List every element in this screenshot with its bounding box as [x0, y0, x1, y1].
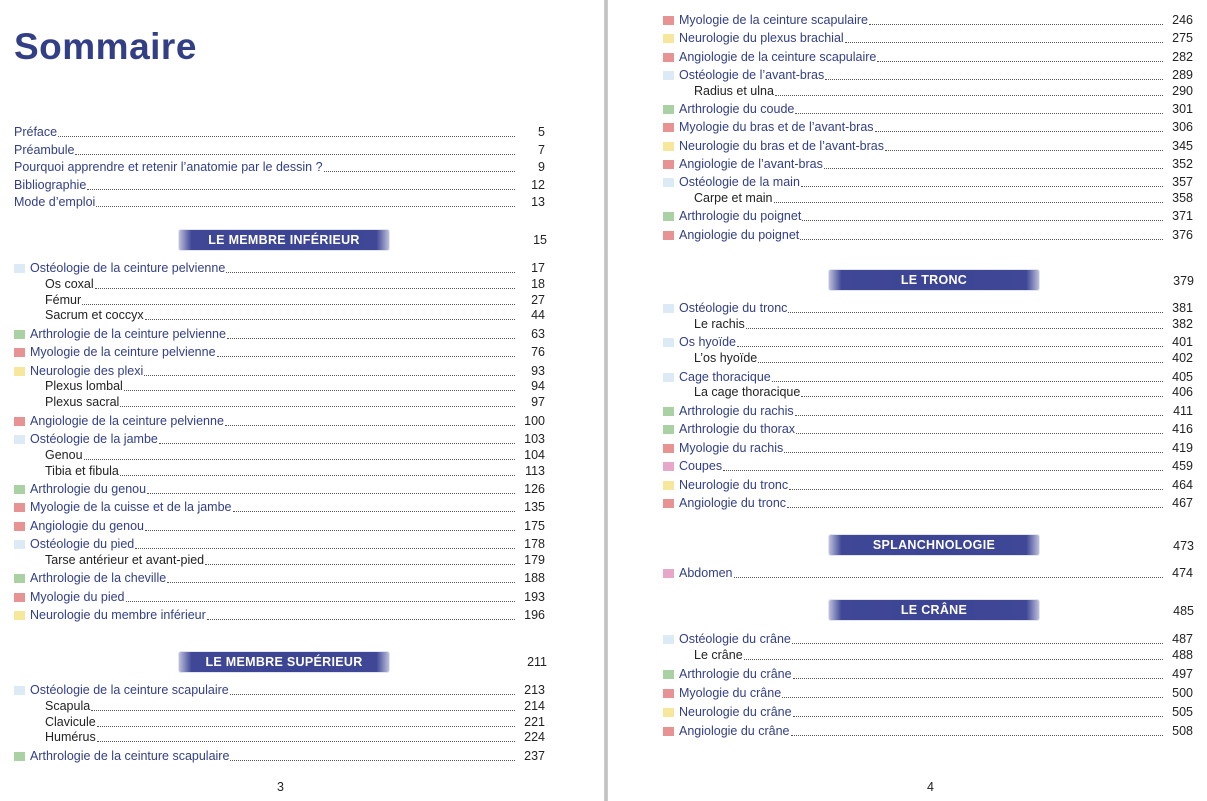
toc-entry[interactable] — [663, 401, 1193, 419]
dot-leader — [120, 406, 515, 407]
toc-page-number: 411 — [1173, 403, 1193, 418]
section-title: SPLANCHNOLOGIE — [872, 538, 996, 552]
dot-leader — [147, 493, 515, 494]
page-number: 4 — [927, 780, 934, 794]
dot-leader — [845, 42, 1163, 43]
toc-page-number: 63 — [531, 326, 545, 341]
toc-page-number: 188 — [524, 571, 545, 586]
toc-entry[interactable] — [14, 605, 545, 623]
arthrologie-color-marker — [14, 330, 25, 339]
toc-entry[interactable] — [14, 175, 545, 193]
myologie-color-marker — [663, 689, 674, 698]
toc-subentry[interactable] — [694, 81, 1193, 99]
toc-entry-label: Neurologie des plexi — [30, 363, 144, 378]
toc-entry[interactable] — [14, 140, 545, 158]
toc-page-number: 179 — [524, 553, 545, 567]
toc-page-number: 306 — [1172, 120, 1193, 135]
angiologie-color-marker — [663, 53, 674, 62]
toc-entry[interactable] — [663, 493, 1193, 511]
section-title: LE TRONC — [900, 273, 968, 287]
dot-leader — [723, 470, 1163, 471]
section-header-crane[interactable] — [829, 600, 1039, 620]
toc-page-number: 100 — [524, 413, 545, 428]
toc-page-number: 402 — [1172, 351, 1193, 366]
page-number: 3 — [277, 780, 284, 794]
section-title: LE MEMBRE INFÉRIEUR — [208, 233, 360, 247]
section-page-number: 211 — [527, 655, 547, 669]
toc-entry[interactable] — [663, 664, 1193, 682]
toc-entry-label: Pourquoi apprendre et retenir l’anatomie par le dessin ? — [14, 160, 323, 174]
toc-page-number: 213 — [524, 683, 545, 697]
toc-entry[interactable] — [14, 479, 545, 497]
neurologie-color-marker — [663, 708, 674, 717]
toc-entry-label: Arthrologie de la cheville — [30, 571, 167, 586]
toc-page-number: 126 — [524, 482, 545, 496]
toc-page-number: 237 — [524, 749, 545, 764]
toc-page-number: 178 — [524, 537, 545, 552]
toc-page-number: 508 — [1172, 724, 1193, 738]
toc-entry[interactable] — [663, 563, 1193, 581]
dot-leader — [796, 433, 1163, 434]
toc-page-number: 464 — [1172, 477, 1193, 492]
toc-entry[interactable] — [14, 587, 545, 605]
toc-entry[interactable] — [663, 721, 1193, 739]
arthrologie-color-marker — [14, 574, 25, 583]
osteologie-color-marker — [663, 71, 674, 80]
dot-leader — [801, 396, 1163, 397]
toc-entry-label: Tarse antérieur et avant-pied — [45, 553, 205, 567]
section-page-number: 485 — [1173, 604, 1194, 618]
toc-entry[interactable] — [663, 117, 1193, 135]
dot-leader — [824, 168, 1163, 169]
toc-entry[interactable] — [663, 475, 1193, 493]
dot-leader — [97, 741, 515, 742]
arthrologie-color-marker — [663, 425, 674, 434]
toc-entry-label: Ostéologie de la ceinture scapulaire — [30, 683, 229, 697]
toc-page-number: 76 — [531, 345, 545, 360]
dot-leader — [885, 150, 1163, 151]
toc-page-number: 5 — [538, 125, 545, 139]
angiologie-color-marker — [14, 417, 25, 426]
toc-entry-label: Scapula — [45, 698, 91, 713]
toc-entry[interactable] — [663, 47, 1193, 65]
dot-leader — [789, 489, 1163, 490]
osteologie-color-marker — [663, 304, 674, 313]
toc-entry[interactable] — [663, 702, 1193, 720]
toc-page-number: 357 — [1172, 175, 1193, 190]
dot-leader — [225, 425, 515, 426]
toc-entry[interactable] — [14, 342, 545, 360]
toc-page-number: 381 — [1172, 301, 1193, 315]
toc-entry-label: Arthrologie du rachis — [679, 403, 794, 418]
toc-entry-label: Arthrologie de la ceinture scapulaire — [30, 749, 230, 764]
myologie-color-marker — [14, 503, 25, 512]
arthrologie-color-marker — [14, 485, 25, 494]
toc-entry-label: Angiologie du poignet — [679, 227, 800, 242]
toc-page-number: 497 — [1172, 667, 1193, 681]
toc-subentry[interactable] — [694, 314, 1193, 332]
toc-entry-label: Humérus — [45, 730, 96, 745]
section-page-number: 473 — [1173, 539, 1194, 553]
toc-entry-label: Ostéologie du crâne — [679, 632, 791, 646]
toc-entry[interactable] — [14, 746, 545, 764]
toc-entry-label: Plexus lombal — [45, 379, 123, 394]
toc-page-number: 459 — [1172, 459, 1193, 474]
toc-entry-label: L’os hyoïde — [694, 351, 758, 366]
dot-leader — [746, 328, 1163, 329]
toc-entry[interactable] — [663, 28, 1193, 46]
dot-leader — [233, 511, 515, 512]
dot-leader — [795, 113, 1163, 114]
myologie-color-marker — [14, 348, 25, 357]
osteologie-color-marker — [663, 338, 674, 347]
toc-page-number: 246 — [1172, 13, 1193, 27]
dot-leader — [875, 131, 1163, 132]
osteologie-color-marker — [663, 373, 674, 382]
toc-entry-label: Neurologie du plexus brachial — [679, 31, 844, 46]
dot-leader — [775, 95, 1163, 96]
toc-page-number: 505 — [1172, 705, 1193, 719]
angiologie-color-marker — [663, 727, 674, 736]
toc-page-number: 500 — [1172, 686, 1193, 700]
toc-entry-label: Myologie du bras et de l’avant-bras — [679, 120, 874, 135]
toc-entry[interactable] — [663, 154, 1193, 172]
toc-entry-label: Ostéologie de la ceinture pelvienne — [30, 261, 226, 275]
toc-entry[interactable] — [14, 122, 545, 140]
toc-entry-label: Préface — [14, 125, 58, 139]
toc-entry-label: Préambule — [14, 142, 75, 157]
dot-leader — [75, 154, 515, 155]
dot-leader — [793, 678, 1163, 679]
toc-page-number: 358 — [1172, 191, 1193, 205]
toc-page-number: 18 — [531, 276, 545, 291]
toc-entry-label: Arthrologie du thorax — [679, 422, 796, 437]
toc-page-number: 103 — [524, 432, 545, 446]
toc-entry[interactable] — [663, 99, 1193, 117]
dot-leader — [205, 564, 515, 565]
toc-subentry[interactable] — [694, 188, 1193, 206]
toc-page-number: 467 — [1172, 496, 1193, 511]
toc-page-number: 290 — [1172, 83, 1193, 98]
toc-entry-label: Angiologie du genou — [30, 518, 144, 533]
toc-entry-label: Cage thoracique — [679, 369, 771, 384]
toc-entry-label: Arthrologie du genou — [30, 482, 147, 496]
toc-entry-label: Clavicule — [45, 714, 96, 729]
toc-page-number: 44 — [531, 308, 545, 323]
dot-leader — [782, 697, 1163, 698]
dot-leader — [800, 239, 1163, 240]
angiologie-color-marker — [663, 231, 674, 240]
toc-page-number: 401 — [1172, 335, 1193, 350]
toc-page-number: 416 — [1172, 422, 1193, 437]
section-header-membre-superieur[interactable] — [179, 652, 389, 672]
section-page-number: 15 — [533, 233, 547, 247]
toc-entry-label: Le crâne — [694, 648, 743, 662]
toc-entry-label: Neurologie du tronc — [679, 477, 789, 492]
toc-entry-label: Myologie de la cuisse et de la jambe — [30, 500, 232, 515]
toc-page-number: 382 — [1172, 316, 1193, 331]
toc-page-number: 193 — [524, 589, 545, 604]
arthrologie-color-marker — [14, 752, 25, 761]
toc-page-number: 97 — [531, 395, 545, 410]
toc-entry-label: Genou — [45, 447, 83, 462]
toc-entry-label: Angiologie du crâne — [679, 724, 790, 738]
toc-subentry[interactable] — [45, 550, 545, 568]
dot-leader — [145, 319, 515, 320]
toc-entry-label: Arthrologie de la ceinture pelvienne — [30, 326, 226, 341]
section-title: LE MEMBRE SUPÉRIEUR — [205, 655, 363, 669]
toc-page-number: 94 — [531, 379, 545, 394]
dot-leader — [744, 659, 1163, 660]
neurologie-color-marker — [14, 611, 25, 620]
osteologie-color-marker — [663, 635, 674, 644]
toc-page-number: 214 — [524, 698, 545, 713]
toc-page-number: 345 — [1172, 138, 1193, 153]
toc-entry[interactable] — [663, 419, 1193, 437]
toc-subentry[interactable] — [45, 461, 545, 479]
dot-leader — [145, 530, 515, 531]
osteologie-color-marker — [663, 178, 674, 187]
toc-subentry[interactable] — [45, 305, 545, 323]
toc-page-number: 224 — [524, 730, 545, 745]
toc-entry[interactable] — [663, 225, 1193, 243]
toc-entry-label: Abdomen — [679, 566, 733, 580]
toc-page-number: 175 — [524, 518, 545, 533]
toc-page-number: 282 — [1172, 49, 1193, 64]
myologie-color-marker — [663, 444, 674, 453]
toc-entry-label: Myologie du pied — [30, 589, 125, 604]
toc-entry-label: Angiologie du tronc — [679, 496, 787, 511]
dot-leader — [167, 582, 515, 583]
toc-entry[interactable] — [663, 136, 1193, 154]
dot-leader — [230, 760, 515, 761]
toc-entry[interactable] — [663, 683, 1193, 701]
toc-entry-label: Plexus sacral — [45, 395, 120, 410]
toc-entry-label: Le rachis — [694, 316, 745, 331]
toc-entry[interactable] — [14, 568, 545, 586]
arthrologie-color-marker — [663, 407, 674, 416]
dot-leader — [869, 24, 1163, 25]
dot-leader — [87, 189, 515, 190]
toc-entry[interactable] — [14, 497, 545, 515]
arthrologie-color-marker — [663, 212, 674, 221]
dot-leader — [120, 475, 515, 476]
myologie-color-marker — [14, 593, 25, 602]
neurologie-color-marker — [663, 34, 674, 43]
toc-entry-label: Angiologie de la ceinture pelvienne — [30, 413, 224, 428]
toc-subentry[interactable] — [45, 727, 545, 745]
toc-entry-label: Neurologie du bras et de l’avant-bras — [679, 138, 884, 153]
dot-leader — [758, 362, 1163, 363]
dot-leader — [792, 643, 1163, 644]
myologie-color-marker — [663, 123, 674, 132]
dot-leader — [784, 452, 1163, 453]
toc-entry-label: Myologie du rachis — [679, 440, 784, 455]
dot-leader — [324, 171, 515, 172]
arthrologie-color-marker — [663, 670, 674, 679]
toc-entry[interactable] — [663, 10, 1193, 28]
toc-entry-label: Os hyoïde — [679, 335, 736, 350]
toc-entry-label: Fémur — [45, 292, 82, 307]
toc-page-number: 7 — [538, 142, 545, 157]
toc-page-number: 135 — [524, 500, 545, 515]
neurologie-color-marker — [663, 481, 674, 490]
toc-page-number: 406 — [1172, 385, 1193, 400]
toc-entry-label: Ostéologie de la jambe — [30, 432, 158, 446]
toc-page-number: 9 — [538, 160, 545, 174]
toc-entry-label: Ostéologie de la main — [679, 175, 800, 190]
section-header-membre-inferieur[interactable] — [179, 230, 389, 250]
toc-page-number: 405 — [1172, 369, 1193, 384]
section-header-splanchnologie[interactable] — [829, 535, 1039, 555]
toc-entry-label: La cage thoracique — [694, 385, 801, 400]
dot-leader — [877, 61, 1163, 62]
toc-page-number: 17 — [531, 261, 545, 275]
toc-entry[interactable] — [14, 516, 545, 534]
dot-leader — [791, 735, 1164, 736]
toc-page-number: 196 — [524, 608, 545, 623]
osteologie-color-marker — [14, 264, 25, 273]
toc-entry-label: Neurologie du membre inférieur — [30, 608, 206, 623]
dot-leader — [96, 206, 515, 207]
dot-leader — [207, 619, 515, 620]
toc-page-number: 352 — [1172, 156, 1193, 171]
toc-page-number: 301 — [1172, 102, 1193, 116]
toc-entry[interactable] — [14, 411, 545, 429]
toc-page-number: 289 — [1172, 67, 1193, 82]
toc-entry-label: Sacrum et coccyx — [45, 308, 144, 323]
coupes-color-marker — [663, 462, 674, 471]
toc-entry-label: Angiologie de l’avant-bras — [679, 156, 823, 171]
toc-entry[interactable] — [663, 206, 1193, 224]
dot-leader — [802, 220, 1163, 221]
toc-subentry[interactable] — [45, 392, 545, 410]
neurologie-color-marker — [14, 367, 25, 376]
toc-entry-label: Os coxal — [45, 276, 94, 291]
dot-leader — [795, 415, 1163, 416]
toc-entry-label: Neurologie du crâne — [679, 705, 792, 719]
angiologie-color-marker — [663, 499, 674, 508]
toc-entry[interactable] — [663, 438, 1193, 456]
toc-entry-label: Tibia et fibula — [45, 463, 119, 478]
toc-subentry[interactable] — [694, 382, 1193, 400]
osteologie-color-marker — [14, 435, 25, 444]
toc-page-number: 419 — [1172, 440, 1193, 455]
dot-leader — [217, 356, 515, 357]
toc-page-number: 474 — [1172, 566, 1193, 580]
dot-leader — [126, 601, 515, 602]
right-page — [608, 0, 1207, 801]
toc-entry-label: Ostéologie du pied — [30, 537, 135, 552]
section-page-number: 379 — [1173, 274, 1194, 288]
section-title: LE CRÂNE — [900, 603, 968, 617]
dot-leader — [734, 577, 1163, 578]
toc-entry-label: Ostéologie de l’avant-bras — [679, 67, 825, 82]
angiologie-color-marker — [14, 522, 25, 531]
toc-subentry[interactable] — [694, 348, 1193, 366]
toc-page-number: 93 — [531, 363, 545, 378]
toc-entry-label: Carpe et main — [694, 191, 773, 205]
toc-entry[interactable] — [14, 157, 545, 175]
toc-entry-label: Coupes — [679, 459, 723, 474]
toc-entry[interactable] — [663, 456, 1193, 474]
toc-entry-label: Myologie de la ceinture scapulaire — [679, 13, 868, 27]
toc-entry-label: Arthrologie du coude — [679, 102, 795, 116]
dot-leader — [793, 716, 1163, 717]
toc-entry-label: Arthrologie du crâne — [679, 667, 792, 681]
toc-entry-label: Ostéologie du tronc — [679, 301, 788, 315]
toc-page-number: 376 — [1172, 227, 1193, 242]
dot-leader — [58, 136, 515, 137]
toc-subentry[interactable] — [694, 645, 1193, 663]
toc-entry-label: Radius et ulna — [694, 83, 774, 98]
toc-page-number: 113 — [525, 463, 545, 478]
dot-leader — [774, 202, 1163, 203]
osteologie-color-marker — [14, 540, 25, 549]
toc-page-number: 488 — [1172, 648, 1193, 662]
toc-page-number: 371 — [1172, 209, 1193, 224]
osteologie-color-marker — [14, 686, 25, 695]
toc-page-number: 487 — [1172, 632, 1193, 646]
toc-entry-label: Arthrologie du poignet — [679, 209, 802, 224]
toc-page-number: 12 — [531, 177, 545, 192]
page-title: Sommaire — [14, 26, 197, 67]
angiologie-color-marker — [663, 160, 674, 169]
toc-entry-label: Bibliographie — [14, 177, 87, 192]
dot-leader — [227, 338, 515, 339]
arthrologie-color-marker — [663, 105, 674, 114]
toc-entry-label: Myologie du crâne — [679, 686, 782, 700]
toc-entry-label: Myologie de la ceinture pelvienne — [30, 345, 216, 360]
toc-entry[interactable] — [14, 324, 545, 342]
toc-page-number: 221 — [524, 714, 545, 729]
section-header-tronc[interactable] — [829, 270, 1039, 290]
toc-entry-label: Mode d’emploi — [14, 195, 96, 209]
abdomen-color-marker — [663, 569, 674, 578]
toc-page-number: 104 — [524, 447, 545, 462]
toc-page-number: 13 — [531, 195, 545, 209]
myologie-color-marker — [663, 16, 674, 25]
dot-leader — [787, 507, 1163, 508]
neurologie-color-marker — [663, 142, 674, 151]
toc-page-number: 27 — [531, 292, 545, 307]
toc-entry[interactable] — [14, 192, 545, 210]
toc-page-number: 275 — [1172, 31, 1193, 46]
toc-entry-label: Angiologie de la ceinture scapulaire — [679, 49, 877, 64]
